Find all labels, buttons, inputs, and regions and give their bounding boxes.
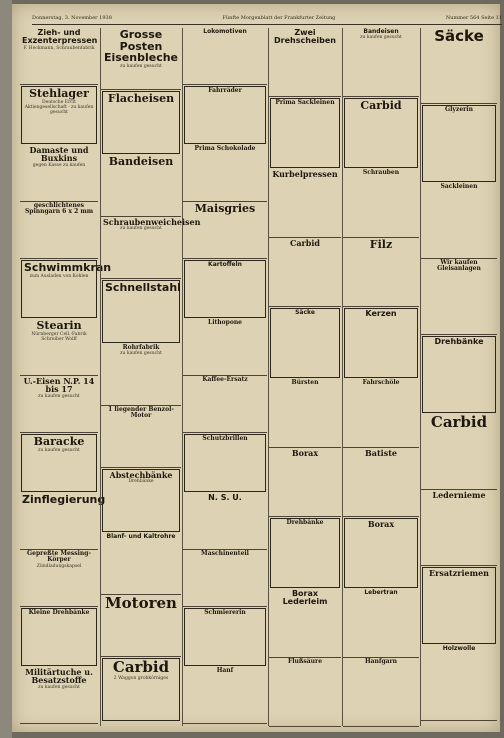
classified-ad xyxy=(101,533,181,595)
classified-ad xyxy=(343,238,419,307)
classified-ad xyxy=(183,202,267,259)
classified-ad xyxy=(20,145,98,202)
classified-ad xyxy=(20,319,98,376)
ad-subtext: Nürnberger Cell.-Fabrik Schreiber Wolff xyxy=(31,331,87,342)
ad-headline: Grosse Posten Eisenbleche xyxy=(103,28,179,65)
ad-headline: Ledernieme xyxy=(432,490,486,500)
classified-ad xyxy=(101,406,181,468)
page-edge xyxy=(0,0,12,738)
classified-ad xyxy=(183,667,267,724)
column-3 xyxy=(182,28,267,726)
ad-headline: Hanf xyxy=(216,667,234,674)
classified-ad xyxy=(422,567,496,644)
ad-subtext: F. Heckmann, Schraubenfabrik xyxy=(23,45,95,51)
ad-headline: U.-Eisen N.P. 14 bis 17 xyxy=(23,376,95,395)
classified-ad xyxy=(102,91,180,154)
classified-ad xyxy=(101,344,181,406)
ad-headline: Carbid xyxy=(360,99,402,112)
classified-ad xyxy=(21,260,112,318)
column-5 xyxy=(342,28,419,726)
ad-headline: Säcke xyxy=(295,309,315,316)
ad-headline: Wir kaufen Gleisanlagen xyxy=(437,259,481,273)
ad-headline: Maisgries xyxy=(194,202,256,215)
classified-ad xyxy=(343,379,419,448)
classified-ad xyxy=(101,595,181,657)
header-date: Donnerstag, 3. November 1938 xyxy=(32,15,112,21)
ad-headline: Holzwolle xyxy=(442,645,476,652)
classified-ad xyxy=(421,414,497,490)
classified-ad xyxy=(344,518,418,588)
ad-headline: Motoren xyxy=(105,594,177,612)
ad-headline: Prima Sackleinen xyxy=(275,99,335,106)
classified-ad xyxy=(343,658,419,727)
ad-headline: N. S. U. xyxy=(208,493,242,502)
ad-subtext: zu kaufen gesucht xyxy=(120,351,162,357)
classified-ad xyxy=(183,376,267,433)
header-page-number: Nummer 564 Seite 11 xyxy=(445,15,502,21)
classified-ad xyxy=(101,155,181,217)
ad-headline: Kerzen xyxy=(365,309,397,318)
classified-ad xyxy=(20,493,106,550)
classified-ad xyxy=(344,98,418,168)
classified-ad xyxy=(421,490,497,566)
classified-ad xyxy=(184,608,266,666)
column-2 xyxy=(100,28,201,726)
ad-headline: Borax Lederleim xyxy=(282,589,328,607)
ad-headline: Kleine Drehbänke xyxy=(28,609,90,616)
classified-ad xyxy=(343,589,419,658)
classified-ad xyxy=(422,105,496,182)
classified-ad xyxy=(270,518,340,588)
classified-ad xyxy=(269,28,341,97)
classified-ad xyxy=(343,169,419,238)
classified-ad xyxy=(343,28,419,97)
ad-headline: Gepreßte Messing-Körper xyxy=(27,550,91,564)
ad-headline: Batiste xyxy=(365,448,397,458)
classified-ad xyxy=(102,658,180,721)
classified-ad xyxy=(20,202,98,259)
ad-headline: Borax xyxy=(291,448,319,458)
ad-headline: Drehbänke xyxy=(434,337,484,346)
ad-headline: geschlichtenes Spinngarn 6 x 2 mm xyxy=(24,202,94,216)
classified-ad xyxy=(101,28,181,90)
ad-headline: Ersatzriemen xyxy=(429,568,489,578)
ad-headline: Lithopone xyxy=(207,319,242,326)
ad-headline: Schrauben xyxy=(362,169,400,176)
ad-headline: Fahrräder xyxy=(208,87,242,94)
ad-subtext: zum Ausladen von Kohlen xyxy=(29,273,89,279)
ad-headline: Blanf- und Kaltrohre xyxy=(106,533,176,540)
classified-ad xyxy=(102,280,180,343)
ad-headline: Stearin xyxy=(36,319,82,332)
classified-ad xyxy=(269,448,341,517)
ad-subtext: zu kaufen gesucht xyxy=(38,393,80,399)
ad-subtext: Drehbänke xyxy=(128,479,154,485)
ad-headline: Hanfgarn xyxy=(364,658,398,665)
column-1 xyxy=(20,28,112,726)
ad-headline: Schmiererin xyxy=(204,609,246,616)
ad-headline: Flußsäure xyxy=(287,658,323,665)
ad-headline: Zieh- und Exzenterpressen xyxy=(22,28,98,46)
ad-headline: Bürsten xyxy=(291,379,319,386)
ad-headline: Damaste und Buxkins xyxy=(29,145,89,164)
classified-ad xyxy=(21,434,97,492)
classified-ad xyxy=(20,28,98,85)
ad-headline: Bandeisen xyxy=(108,155,174,168)
classified-ad xyxy=(270,98,340,168)
ad-headline: Carbid xyxy=(430,413,488,431)
ad-headline: Carbid xyxy=(112,658,170,676)
ad-headline: 1 liegender Benzol-Motor xyxy=(108,406,174,420)
ad-headline: Stehlager xyxy=(29,87,89,100)
ad-subtext: gegen Kasse zu kaufen xyxy=(32,162,86,168)
ad-headline: Kurbelpressen xyxy=(272,169,338,179)
ad-subtext: zu kaufen gesucht xyxy=(38,684,80,690)
classified-ad xyxy=(20,667,98,724)
newspaper-page xyxy=(12,4,500,732)
page-header xyxy=(32,12,502,25)
ad-headline: Zwei Drehscheiben xyxy=(274,28,336,46)
column-4 xyxy=(268,28,341,726)
ad-headline: Borax xyxy=(367,519,395,529)
classified-ad xyxy=(20,550,98,607)
classified-ad xyxy=(21,86,97,144)
ad-subtext: 2 Waggon grobkörniges xyxy=(113,675,169,681)
ad-headline: Kartoffeln xyxy=(208,261,242,268)
ad-headline: Lebertran xyxy=(364,589,398,596)
ad-subtext: zu kaufen gesucht xyxy=(360,35,402,41)
classified-ad xyxy=(184,86,266,144)
ad-subtext: Zündladungskapsel xyxy=(36,563,82,569)
classified-ad xyxy=(183,28,267,85)
ad-headline: Filz xyxy=(369,238,393,251)
classified-ad xyxy=(183,550,267,607)
ad-headline: Glyzerin xyxy=(445,106,473,113)
ad-headline: Maschinenteil xyxy=(201,550,249,557)
ad-headline: Bandeisen xyxy=(363,28,399,35)
ad-headline: Schnellstahl xyxy=(105,281,181,294)
classified-ad xyxy=(343,448,419,517)
classified-ad xyxy=(184,260,266,318)
classified-ad xyxy=(421,28,497,104)
classified-ad xyxy=(422,336,496,413)
classified-ad xyxy=(21,608,97,666)
ad-headline: Zinflegierung xyxy=(22,493,106,506)
classified-ad xyxy=(269,658,341,727)
classified-ad xyxy=(421,259,497,335)
header-center: Fünfte Morgenblatt der Frankfurter Zeitung xyxy=(222,15,336,21)
ad-headline: Lokomotiven xyxy=(203,28,247,35)
classified-ad xyxy=(184,434,266,492)
classified-ad xyxy=(421,645,497,721)
classified-ad xyxy=(183,319,267,376)
classified-ad xyxy=(101,217,201,279)
ad-subtext: zu kaufen gesucht xyxy=(120,226,162,232)
ad-headline: Kaffee-Ersatz xyxy=(202,376,248,383)
ad-headline: Fahrschöle xyxy=(362,379,400,386)
classified-ad xyxy=(269,589,341,658)
ad-headline: Abstechbänke xyxy=(109,470,173,480)
ad-headline: Drehbänke xyxy=(286,519,324,526)
ad-headline: Schwimmkran xyxy=(24,261,112,274)
ad-subtext: zu kaufen gesucht xyxy=(38,447,80,453)
ad-headline: Schraubenweicheisen xyxy=(103,217,201,227)
classified-ad xyxy=(183,493,267,550)
classified-ad xyxy=(344,308,418,378)
ad-subtext: Deutsche Ercit Aktiengesellschaft · zu kaufen gesucht xyxy=(24,99,94,116)
classified-ad xyxy=(269,379,341,448)
classified-ad xyxy=(421,183,497,259)
classified-ad xyxy=(269,169,341,238)
ad-headline: Rohrfabrik xyxy=(122,344,160,351)
column-6 xyxy=(420,28,497,726)
ad-headline: Säcke xyxy=(434,27,484,45)
ad-headline: Flacheisen xyxy=(107,92,175,105)
classified-ad xyxy=(20,376,98,433)
classified-ad xyxy=(102,469,180,532)
classified-ad xyxy=(270,308,340,378)
ad-headline: Baracke xyxy=(33,435,85,448)
ad-headline: Schutzbrillen xyxy=(202,435,248,442)
classified-ad xyxy=(269,238,341,307)
ad-headline: Prima Schokolade xyxy=(194,145,256,152)
ad-headline: Sackleinen xyxy=(440,183,478,190)
ad-subtext: zu kaufen gesucht xyxy=(120,63,162,69)
classified-ad xyxy=(183,145,267,202)
ad-headline: Militärtuche u. Besatzstoffe xyxy=(25,667,93,686)
ad-headline: Carbid xyxy=(290,238,320,248)
